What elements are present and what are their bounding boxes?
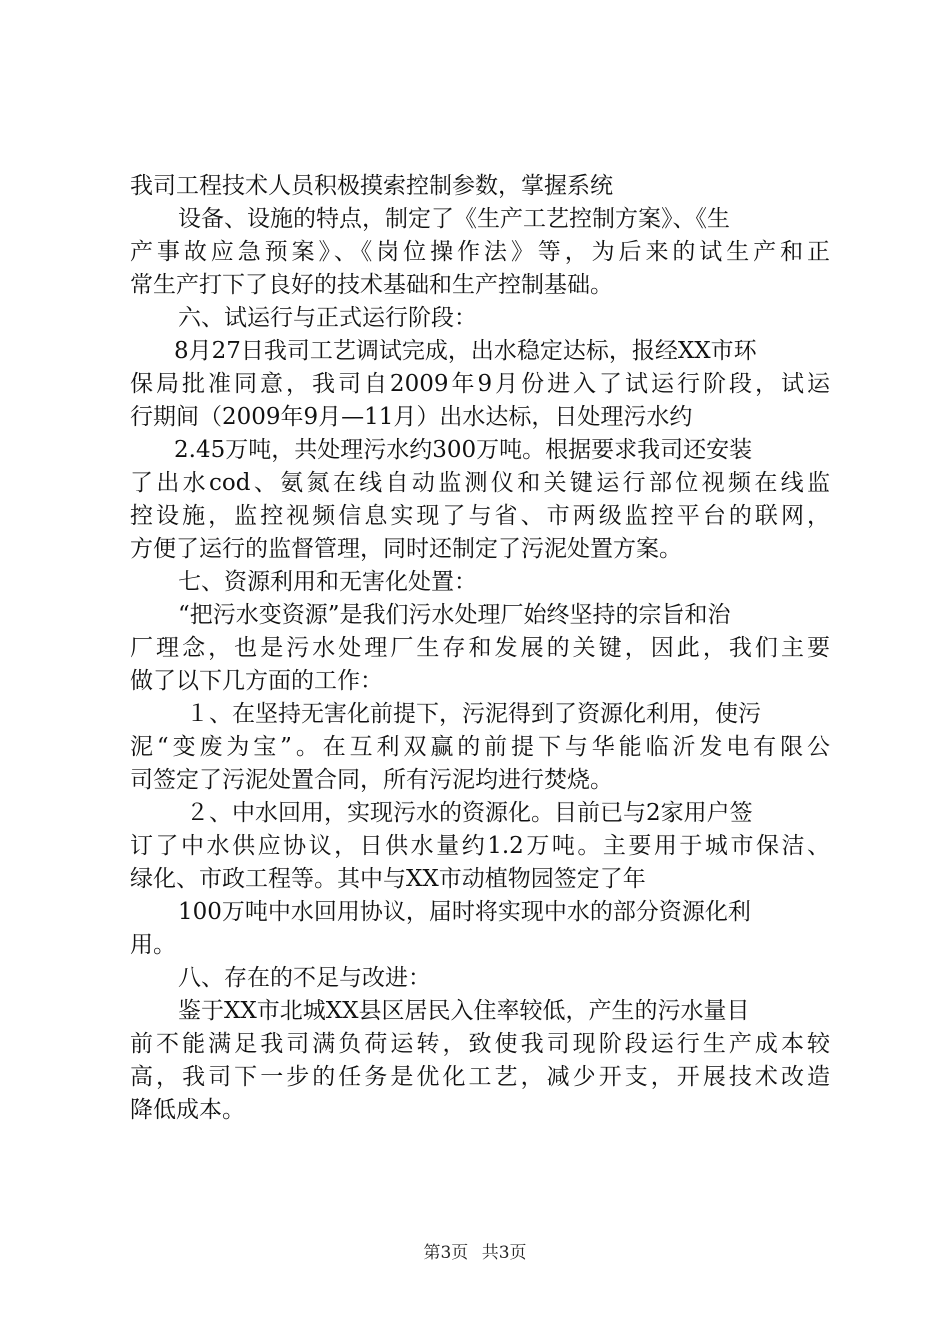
text-line: 我司工程技术人员积极摸索控制参数，掌握系统 <box>130 173 613 199</box>
section-heading: 七、资源利用和无害化处置： <box>178 569 477 595</box>
text-line: 泥“变废为宝”。在互利双赢的前提下与华能临沂发电有限公 <box>130 734 830 760</box>
text-line: 控设施，监控视频信息实现了与省、市两级监控平台的联网， <box>130 503 830 529</box>
text-line: “把污水变资源”是我们污水处理厂始终坚持的宗旨和治 <box>178 602 731 628</box>
document-body <box>130 170 830 1127</box>
page-number: 第3页 <box>423 1243 469 1263</box>
text-line: 降低成本。 <box>130 1097 245 1123</box>
text-line: 做了以下几方面的工作： <box>130 668 383 694</box>
page-total: 共3页 <box>481 1243 527 1263</box>
text-line: 行期间（2009年9月—11月）出水达标，日处理污水约 <box>130 404 693 430</box>
text-line: 绿化、市政工程等。其中与XX市动植物园签定了年 <box>130 866 646 892</box>
page-footer <box>0 1242 950 1264</box>
text-line: 了出水cod、氨氮在线自动监测仪和关键运行部位视频在线监 <box>130 470 830 496</box>
text-line: １、在坚持无害化前提下，污泥得到了资源化利用，使污 <box>186 701 761 727</box>
text-line: 司签定了污泥处置合同，所有污泥均进行焚烧。 <box>130 767 613 793</box>
text-line: 订了中水供应协议，日供水量约1.2万吨。主要用于城市保洁、 <box>130 833 830 859</box>
text-line: 常生产打下了良好的技术基础和生产控制基础。 <box>130 272 613 298</box>
text-line: 设备、设施的特点，制定了《生产工艺控制方案》、《生 <box>178 206 730 232</box>
text-line: 厂理念，也是污水处理厂生存和发展的关键，因此，我们主要 <box>130 635 830 661</box>
text-line: 用。 <box>130 932 176 958</box>
text-line: 前不能满足我司满负荷运转，致使我司现阶段运行生产成本较 <box>130 1031 830 1057</box>
text-line: 保局批准同意，我司自2009年9月份进入了试运行阶段，试运 <box>130 371 830 397</box>
text-line: 方便了运行的监督管理，同时还制定了污泥处置方案。 <box>130 536 682 562</box>
text-line: 8月27日我司工艺调试完成，出水稳定达标，报经XX市环 <box>174 338 757 364</box>
section-heading: 八、存在的不足与改进： <box>178 965 431 991</box>
text-line: ２、中水回用，实现污水的资源化。目前已与2家用户签 <box>186 800 753 826</box>
text-line: 100万吨中水回用协议，届时将实现中水的部分资源化利 <box>178 899 751 925</box>
text-line: 产事故应急预案》、《岗位操作法》等，为后来的试生产和正 <box>130 239 830 265</box>
text-line: 高，我司下一步的任务是优化工艺，减少开支，开展技术改造 <box>130 1064 830 1090</box>
section-heading: 六、试运行与正式运行阶段： <box>178 305 477 331</box>
text-line: 鉴于XX市北城XX县区居民入住率较低，产生的污水量目 <box>178 998 750 1024</box>
text-line: 2.45万吨，共处理污水约300万吨。根据要求我司还安装 <box>174 437 753 463</box>
